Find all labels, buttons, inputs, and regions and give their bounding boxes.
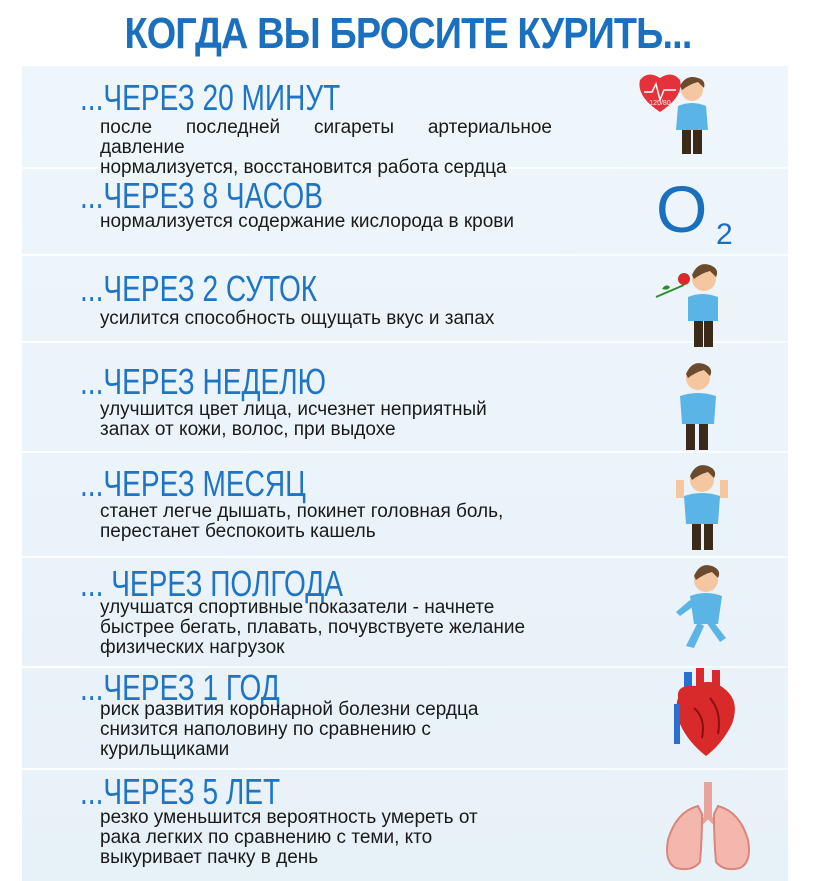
item-heading: ...ЧЕРЕЗ 2 СУТОК (80, 268, 318, 309)
blood-pressure-label: 120/80 (649, 100, 671, 107)
page-title: КОГДА ВЫ БРОСИТЕ КУРИТЬ... (124, 9, 692, 58)
man-with-heart-icon (638, 70, 718, 170)
man-breathing-icon (672, 460, 732, 554)
svg-text:O: O (656, 172, 708, 246)
man-standing-icon (670, 358, 726, 458)
divider (22, 556, 788, 558)
content-panel (22, 66, 788, 881)
item-heading: ...ЧЕРЕЗ 1 ГОД (80, 667, 280, 708)
item-description: нормализуется содержание кислорода в крови (100, 211, 515, 232)
item-heading: ... ЧЕРЕЗ ПОЛГОДА (80, 563, 343, 604)
lungs-icon (662, 780, 754, 874)
item-heading: ...ЧЕРЕЗ 5 ЛЕТ (80, 771, 281, 812)
divider (22, 254, 788, 256)
item-description: улучшится цвет лица, исчезнет неприятный запах от кожи, волос, при выдохе (100, 399, 487, 440)
divider (22, 768, 788, 770)
item-description: улучшатся спортивные показатели - начнете быстрее бегать, плавать, почувствуете желание физических нагрузок (100, 597, 526, 658)
item-description: после последней сигареты артериальное давление нормализуется, восстановится работа сердца (100, 117, 552, 178)
item-heading: ...ЧЕРЕЗ НЕДЕЛЮ (80, 361, 327, 402)
man-smelling-rose-icon (648, 257, 728, 353)
heart-organ-icon (666, 668, 746, 760)
oxygen-o2-icon (656, 172, 756, 252)
item-description: риск развития коронарной болезни сердца снизится наполовину по сравнению с курильщиками (100, 699, 479, 760)
svg-text:2: 2 (716, 218, 733, 251)
item-heading: ...ЧЕРЕЗ 8 ЧАСОВ (80, 175, 323, 216)
man-running-icon (668, 562, 738, 652)
item-description: усилится способность ощущать вкус и запах (100, 308, 495, 329)
item-heading: ...ЧЕРЕЗ МЕСЯЦ (80, 463, 306, 504)
item-description: резко уменьшится вероятность умереть от рака легких по сравнению с теми, кто выкуривает пачку в день (100, 807, 478, 868)
item-heading: ...ЧЕРЕЗ 20 МИНУТ (80, 77, 341, 118)
item-description: станет легче дышать, покинет головная боль, перестанет беспокоить кашель (100, 501, 504, 542)
